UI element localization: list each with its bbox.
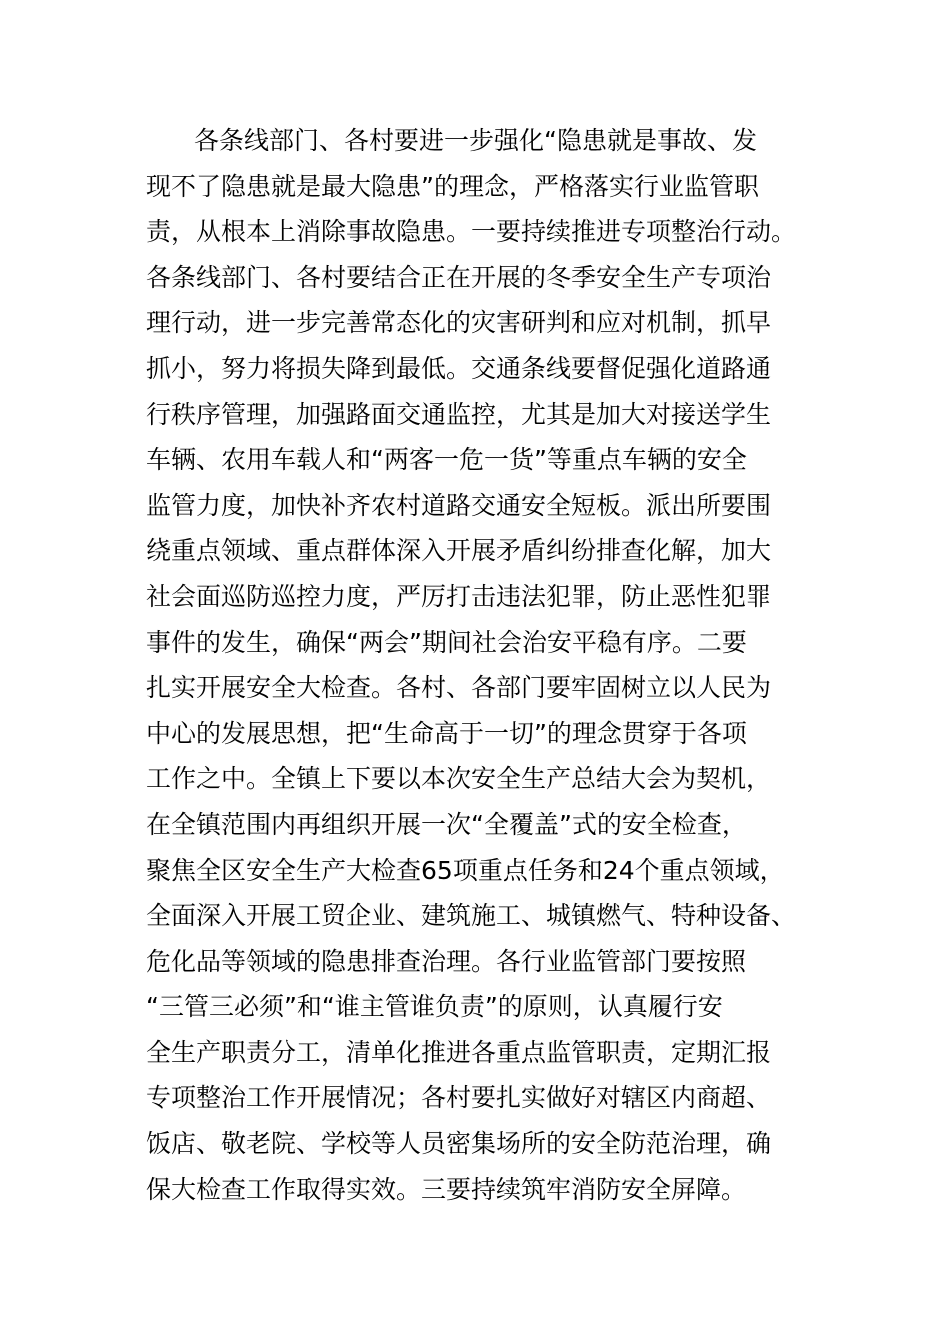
paragraph-line: 专项整治工作开展情况；各村要扎实做好对辖区内商超、 (146, 1083, 772, 1113)
paragraph-line: 监管力度，加快补齐农村道路交通安全短板。派出所要围 (146, 490, 772, 520)
paragraph-line: 绕重点领域、重点群体深入开展矛盾纠纷排查化解，加大 (146, 536, 772, 566)
paragraph-line: 饭店、敬老院、学校等人员密集场所的安全防范治理，确 (146, 1129, 772, 1159)
paragraph-line: 工作之中。全镇上下要以本次安全生产总结大会为契机， (146, 764, 772, 794)
paragraph-line: 事件的发生，确保“两会”期间社会治安平稳有序。二要 (146, 627, 747, 657)
paragraph-line: 扎实开展安全大检查。各村、各部门要牢固树立以人民为 (146, 673, 772, 703)
paragraph-line: 聚焦全区安全生产大检查65项重点任务和24个重点领域， (146, 855, 785, 885)
paragraph-line: 社会面巡防巡控力度，严厉打击违法犯罪，防止恶性犯罪 (146, 581, 772, 611)
paragraph-line: 各条线部门、各村要结合正在开展的冬季安全生产专项治 (146, 262, 772, 292)
paragraph-line: 危化品等领域的隐患排查治理。各行业监管部门要按照 (146, 946, 747, 976)
paragraph-line: 现不了隐患就是最大隐患”的理念，严格落实行业监管职 (146, 171, 759, 201)
paragraph-line: 各条线部门、各村要进一步强化“隐患就是事故、发 (194, 126, 757, 155)
paragraph-line: 行秩序管理，加强路面交通监控，尤其是加大对接送学生 (146, 399, 772, 429)
paragraph-line: 保大检查工作取得实效。三要持续筑牢消防安全屏障。 (146, 1174, 747, 1204)
paragraph-line: 责，从根本上消除事故隐患。一要持续推进专项整治行动。 (146, 217, 797, 247)
paragraph-line: 理行动，进一步完善常态化的灾害研判和应对机制，抓早 (146, 308, 772, 338)
paragraph-line: “三管三必须”和“谁主管谁负责”的原则，认真履行安 (146, 992, 723, 1022)
body-paragraph (146, 118, 816, 1212)
paragraph-line: 在全镇范围内再组织开展一次“全覆盖”式的安全检查， (146, 809, 747, 839)
paragraph-line: 抓小，努力将损失降到最低。交通条线要督促强化道路通 (146, 353, 772, 383)
paragraph-line: 全面深入开展工贸企业、建筑施工、城镇燃气、特种设备、 (146, 901, 797, 931)
paragraph-line: 中心的发展思想，把“生命高于一切”的理念贯穿于各项 (146, 718, 747, 748)
paragraph-line: 全生产职责分工，清单化推进各重点监管职责，定期汇报 (146, 1037, 772, 1067)
paragraph-line: 车辆、农用车载人和“两客一危一货”等重点车辆的安全 (146, 445, 747, 475)
